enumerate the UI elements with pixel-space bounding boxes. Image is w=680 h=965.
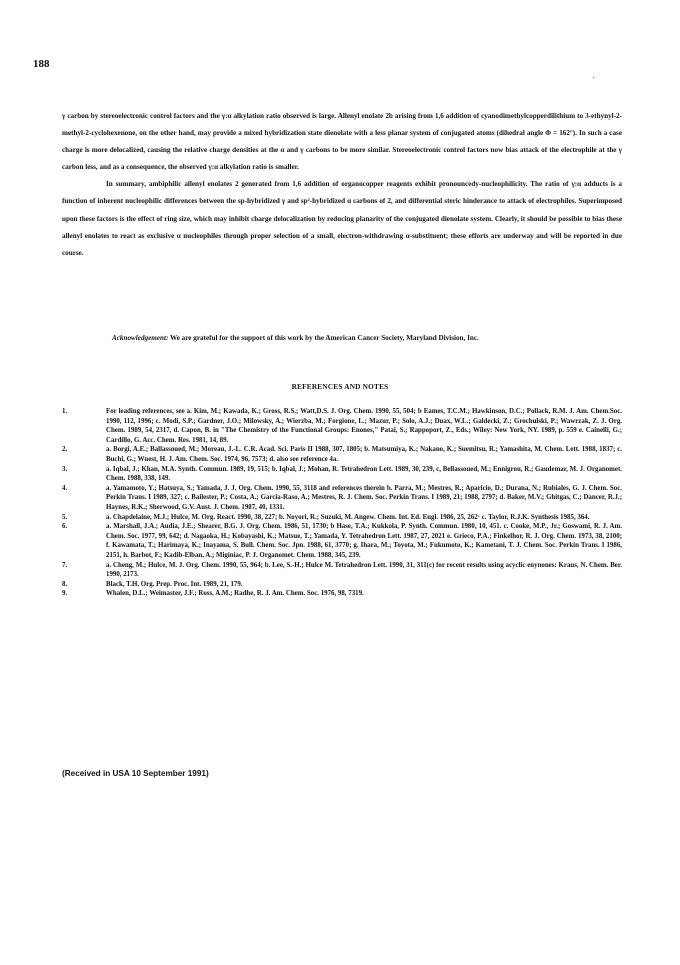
reference-number: 7. bbox=[62, 561, 68, 569]
reference-number: 1. bbox=[62, 408, 68, 415]
reference-item bbox=[62, 513, 622, 523]
corner-mark: · bbox=[592, 73, 596, 84]
reference-text: a. Borgi, A.E.; Ballassoued, M.; Moreau, J.-L. C.R. Acad. Sci. Paris II 1988, 307, 1805; b. Matsumiya, K.; Nakano, K.; Suemitsu, R.; Yamashita, M. Chem. Lett. 1988, 1837; c. Buchi, G.; Wuest, H. J. Am. Chem. Soc. 1974, 96, 7573; d. also see reference 4a. bbox=[106, 446, 622, 463]
reference-text: a. Marshall, J.A.; Audia, J.E.; Shearer, B.G. J. Org. Chem. 1986, 51, 1730; b Hase, T.A.; Kukkola, P. Synth. Commun. 1980, 10, 451. c. Cooke, M.P., Jr.; Goswami, R. J. Am. Chem. Soc. 1977, 99, 642; d. Nagaoka, H.; Kobayashi, K.; Matsue, T.; Yamada, Y. Tetrahedron Lett. 1987, 27, 2021 e. Grieco, P.A.; Finkelhor, R. J. Org. Chem. 1973, 38, 2100; f. Kawamata, T.; Harimaya, K.; Inayama, S. Bull. Chem. Soc. Jpn. 1988, 61, 3770; g. Ihara, M.; Toyota, M.; Fukumoto, K.; Kametani, T. J. Chem. Soc. Perkin Trans. I 1986, 2151, h. Barbot, F.; Kadib-Elban, A.; Miginiac, P. J. Organomet. Chem. 1988, 345, 239. bbox=[106, 523, 622, 559]
reference-text: Black, T.H. Org. Prep. Proc. Int. 1989, 21, 179. bbox=[106, 580, 243, 588]
reference-number: 3. bbox=[62, 465, 68, 473]
acknowledgement-text: We are grateful for the support of this work by the American Cancer Society, Maryland Division, Inc. bbox=[168, 334, 479, 342]
reference-number: 5. bbox=[62, 513, 68, 521]
reference-text: a. Cheng, M.; Hulce, M. J. Org. Chem. 1990, 55, 964; b. Lee, S.-H.; Hulce M. Tetrahedron Lett. 1990, 31, 311(c) for recent results using acyclic enynones: Kraus, N. Chem. Ber. 1990, 2173. bbox=[106, 561, 622, 579]
reference-item bbox=[62, 580, 622, 590]
acknowledgement-label: Acknowledgement: bbox=[112, 334, 169, 342]
reference-number: 4. bbox=[62, 484, 68, 492]
reference-number: 9. bbox=[62, 590, 68, 598]
page-number: 188 bbox=[33, 58, 50, 70]
reference-text: For leading references, see a. Kim, M.; Kawada, K.; Gross, R.S.; Watt,D.S. J. Org. Chem. 1990, 55, 504; b Eames, T.C.M.; Hawkinson, D.C.; Pollack, R.M. J. Am. Chem.Soc. 1990, 112, 1996; c. Modi, S.P.; Gardner, J.O.; Milowsky, A.; Wierzba, M.; Forgione, L.; Mazur, P.; Solo, A.J.; Duax, W.L.; Galdecki, Z.; Grochulski, P.; Wawrzak, Z. J. Org. Chem. 1989, 54, 2317, d. Capon, B. in "The Chemistry of the Functional Groups: Enones," Patai, S.; Rappoport, Z., Eds.; Wiley: New York, NY. 1989, p. 559 e. Cainelli, G.; Cardillo, G. Acc. Chem. Res. 1981, 14, 89. bbox=[106, 408, 622, 444]
reference-number: 8. bbox=[62, 580, 68, 588]
reference-item bbox=[62, 445, 622, 464]
references-heading: REFERENCES AND NOTES bbox=[291, 382, 389, 391]
reference-number: 6. bbox=[62, 523, 68, 531]
reference-text: a. Chapdelaine, M.J.; Hulce, M. Org. React. 1990, 38, 227; b. Noyori, R.; Suzuki, M. Angew. Chem. Int. Ed. Engl. 1986, 25, 262· c. Taylor, R.J.K. Synthesis 1985, 364. bbox=[106, 513, 590, 521]
reference-text: a. Iqbal, J.; Khan, M.A. Synth. Commun. 1989, 19, 515; b. Iqbal, J.; Mohan, R. Tetrahedron Lett. 1989, 30, 239, c, Bellassoued, M.; Ennigrou, R.; Gaudemar, M. J. Organomet. Chem. 1988, 338, 149. bbox=[106, 465, 622, 483]
reference-item bbox=[62, 465, 622, 484]
body-paragraph-2: In summary, ambiphilic allenyl enolates 2 generated from 1,6 addition of organocopper reagents exhibit pronouncedy-nucleophilicity. The ratio of γ:α adducts is a function of inherent nucleophilic differences between the sp-hybridized γ and sp²-hybridized α carbons of 2, and differential steric hinderance to attack of electrophiles. Superimposed upon these factors is the effect of ring size, which may inhibit charge delocalization by reducing planarity of the conjugated dienolate system. Clearly, it should be possible to bias these allenyl enolates to react as exclusive α nucleophiles through proper selection of a small, electron-withdrawing α-substituent; these efforts are underway and will be reported in due course. bbox=[62, 180, 622, 257]
received-date: (Received in USA 10 September 1991) bbox=[62, 769, 209, 778]
reference-item bbox=[62, 484, 622, 513]
acknowledgement bbox=[112, 332, 620, 345]
body-text bbox=[62, 108, 622, 262]
body-paragraph-1: γ carbon by stereoelectronic control factors and the γ:α alkylation ratio observed is large. Allenyl enolate 2b arising from 1,6 addition of cyanodimethylcopperdilithium to 3-ethynyl-2-methyl-2-cyclohexenone, on the other hand, may provide a mixed hybridization state dienolate with a less planar system of conjugated atoms (dihedral angle Φ = 162°). In such a case charge is more delocalized, causing the relative charge densities at the α and γ carbons to be more similar. Stereoelectronic control factors now bias attack of the electrophile at the γ carbon less, and as a consequence, the observed γ:α alkylation ratio is smaller. bbox=[62, 112, 622, 172]
reference-number: 2. bbox=[62, 446, 68, 454]
reference-text: Whalen, D.L.; Weimaster, J.F.; Ross, A.M.; Radhe, R. J. Am. Chem. Soc. 1976, 98, 7319. bbox=[106, 590, 364, 598]
reference-item bbox=[62, 589, 622, 599]
reference-item bbox=[62, 407, 622, 445]
reference-list bbox=[62, 407, 622, 599]
reference-text: a. Yamamoto, Y.; Hatsuya, S.; Yamada, J. J. Org. Chem. 1990, 55, 3118 and references therein b. Parra, M.; Mestres, R.; Aparicio, D.; Durana, N.; Rubiales, G. J. Chem. Soc. Perkin Trans. I 1989, 327; c. Bailester, P.; Costa, A.; Garcia-Raso, A.; Mestres, R. J. Chem. Soc. Perkin Trans. I 1989, 21; 1988, 2797; d. Baker, M.V.; Ghitgas, C.; Dancer, R.J.; Haynes, R.K.; Sherwood, G.V. Aust. J. Chem. 1987, 40, 1331. bbox=[106, 484, 622, 511]
reference-item bbox=[62, 561, 622, 580]
reference-item bbox=[62, 522, 622, 560]
